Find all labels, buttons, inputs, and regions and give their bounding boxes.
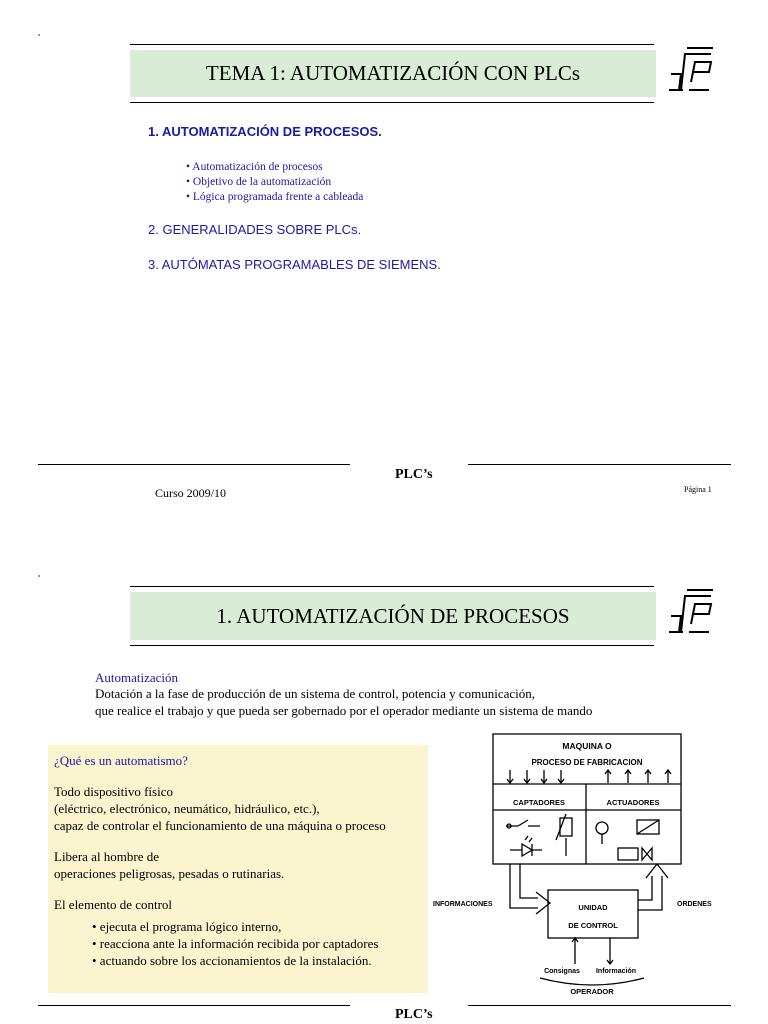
logo-icon xyxy=(667,586,715,634)
box-p1-line3: capaz de controlar el funcionamiento de una máquina o proceso xyxy=(54,818,386,833)
footer-title: PLC’s xyxy=(395,467,433,482)
subitem-1: • Automatización de procesos xyxy=(186,161,323,173)
footer-rule-left xyxy=(38,1005,350,1006)
automation-diagram xyxy=(430,730,730,1000)
box-p3: El elemento de control xyxy=(54,897,173,912)
box-question: ¿Qué es un automatismo? xyxy=(54,753,188,768)
box-p2-line1: Libera al hombre de xyxy=(54,849,160,864)
subitem-3: • Lógica programada frente a cableada xyxy=(186,191,364,203)
operador-label: OPERADOR xyxy=(570,987,614,996)
toc-item-3: 3. AUTÓMATAS PROGRAMABLES DE SIEMENS. xyxy=(148,257,441,272)
actuadores-label: ACTUADORES xyxy=(606,798,660,807)
ordenes-label: ORDENES xyxy=(677,901,712,908)
corner-dot xyxy=(38,575,40,577)
box-p1-line2: (eléctrico, electrónico, neumático, hidráulico, etc.), xyxy=(54,801,320,816)
footer-title: PLC’s xyxy=(395,1007,433,1022)
page-number: Página 1 xyxy=(684,485,712,494)
captadores-label: CAPTADORES xyxy=(513,798,565,807)
title-bottom-rule xyxy=(130,102,654,103)
title-top-rule xyxy=(130,586,654,587)
box-p1-line1: Todo dispositivo físico xyxy=(54,784,173,799)
subitem-2: • Objetivo de la automatización xyxy=(186,176,332,188)
footer-rule-right xyxy=(468,464,731,465)
definition-line-2: que realice el trabajo y que pueda ser gobernado por el operador mediante un sistema de mando xyxy=(95,703,593,718)
list-item: • ejecuta el programa lógico interno, xyxy=(92,919,282,934)
diagram-top-line2: PROCESO DE FABRICACION xyxy=(531,758,643,767)
title-bottom-rule xyxy=(130,645,654,646)
unidad-label-2: DE CONTROL xyxy=(568,921,618,930)
toc-item-2: 2. GENERALIDADES SOBRE PLCs. xyxy=(148,222,362,237)
footer-rule-right xyxy=(468,1005,731,1006)
automatism-box xyxy=(48,745,428,993)
corner-dot xyxy=(38,34,40,36)
footer-rule-left xyxy=(38,464,350,465)
title-top-rule xyxy=(130,44,654,45)
box-p2-line2: operaciones peligrosas, pesadas o rutinarias. xyxy=(54,866,285,881)
list-item: • reacciona ante la información recibida por captadores xyxy=(92,936,379,951)
course-label: Curso 2009/10 xyxy=(155,486,227,500)
informacion-label: Información xyxy=(595,968,637,975)
definition-line-1: Dotación a la fase de producción de un sistema de control, potencia y comunicación, xyxy=(95,686,536,701)
unidad-label-1: UNIDAD xyxy=(578,903,608,912)
slide1-title: TEMA 1: AUTOMATIZACIÓN CON PLCs xyxy=(130,50,656,97)
section-heading: Automatización xyxy=(95,670,179,685)
list-item: • actuando sobre los accionamientos de la instalación. xyxy=(92,953,372,968)
logo-icon xyxy=(667,44,715,92)
consignas-label: Consignas xyxy=(544,968,580,975)
toc-item-1: 1. AUTOMATIZACIÓN DE PROCESOS. xyxy=(148,124,382,139)
diagram-top-line1: MAQUINA O xyxy=(562,741,612,751)
slide2-title: 1. AUTOMATIZACIÓN DE PROCESOS xyxy=(130,592,656,640)
box-bullet-list xyxy=(54,918,424,969)
informaciones-label: INFORMACIONES xyxy=(433,901,493,908)
